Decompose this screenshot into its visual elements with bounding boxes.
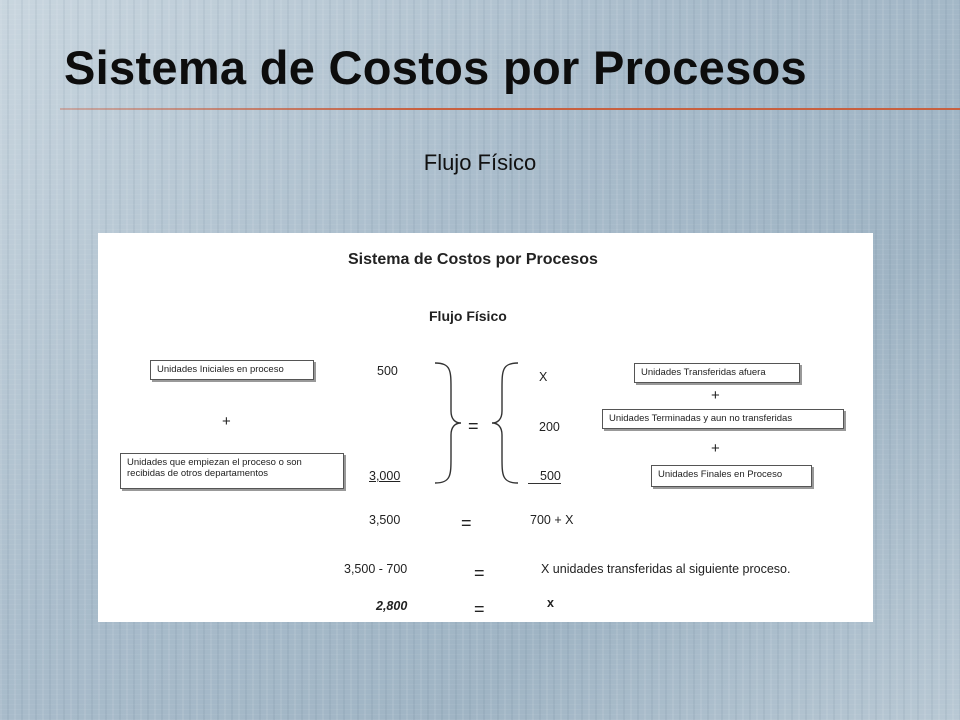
figure-title: Sistema de Costos por Procesos	[348, 251, 598, 268]
final-units-box: Unidades Finales en Proceso	[651, 465, 812, 487]
equals-sign-eq1: =	[474, 563, 485, 583]
final-units-value: 500	[528, 469, 561, 484]
right-total-value: 700 + X	[530, 513, 574, 527]
equals-sign-totals: =	[461, 513, 472, 533]
equation2-right: x	[547, 596, 554, 610]
right-brace-icon	[490, 361, 520, 485]
finished-not-transferred-box: Unidades Terminadas y aun no transferidas	[602, 409, 844, 429]
slide-title: Sistema de Costos por Procesos	[64, 41, 807, 94]
slide-subtitle: Flujo Físico	[423, 150, 537, 175]
plus-sign-right-1: +	[711, 387, 720, 404]
x-value: X	[539, 370, 548, 384]
transferred-units-box: Unidades Transferidas afuera	[634, 363, 800, 383]
equation1-left: 3,500 - 700	[344, 562, 408, 576]
left-brace-icon	[433, 361, 463, 485]
equals-sign-braces: =	[468, 416, 479, 436]
equals-sign-eq2: =	[474, 599, 485, 619]
title-divider	[60, 108, 960, 110]
flow-diagram-image	[98, 233, 873, 622]
initial-units-box: Unidades Iniciales en proceso	[150, 360, 314, 380]
initial-units-value: 500	[377, 364, 398, 378]
plus-sign-left: +	[222, 413, 231, 430]
figure-subtitle: Flujo Físico	[429, 308, 507, 324]
equation1-right: X unidades transferidas al siguiente proceso.	[541, 562, 791, 576]
plus-sign-right-2: +	[711, 440, 720, 457]
started-units-value: 3,000	[369, 469, 401, 483]
finished-units-value: 200	[539, 420, 560, 434]
left-total-value: 3,500	[369, 513, 401, 527]
equation2-left: 2,800	[376, 599, 408, 613]
started-units-box: Unidades que empiezan el proceso o son recibidas de otros departamentos	[120, 453, 344, 489]
